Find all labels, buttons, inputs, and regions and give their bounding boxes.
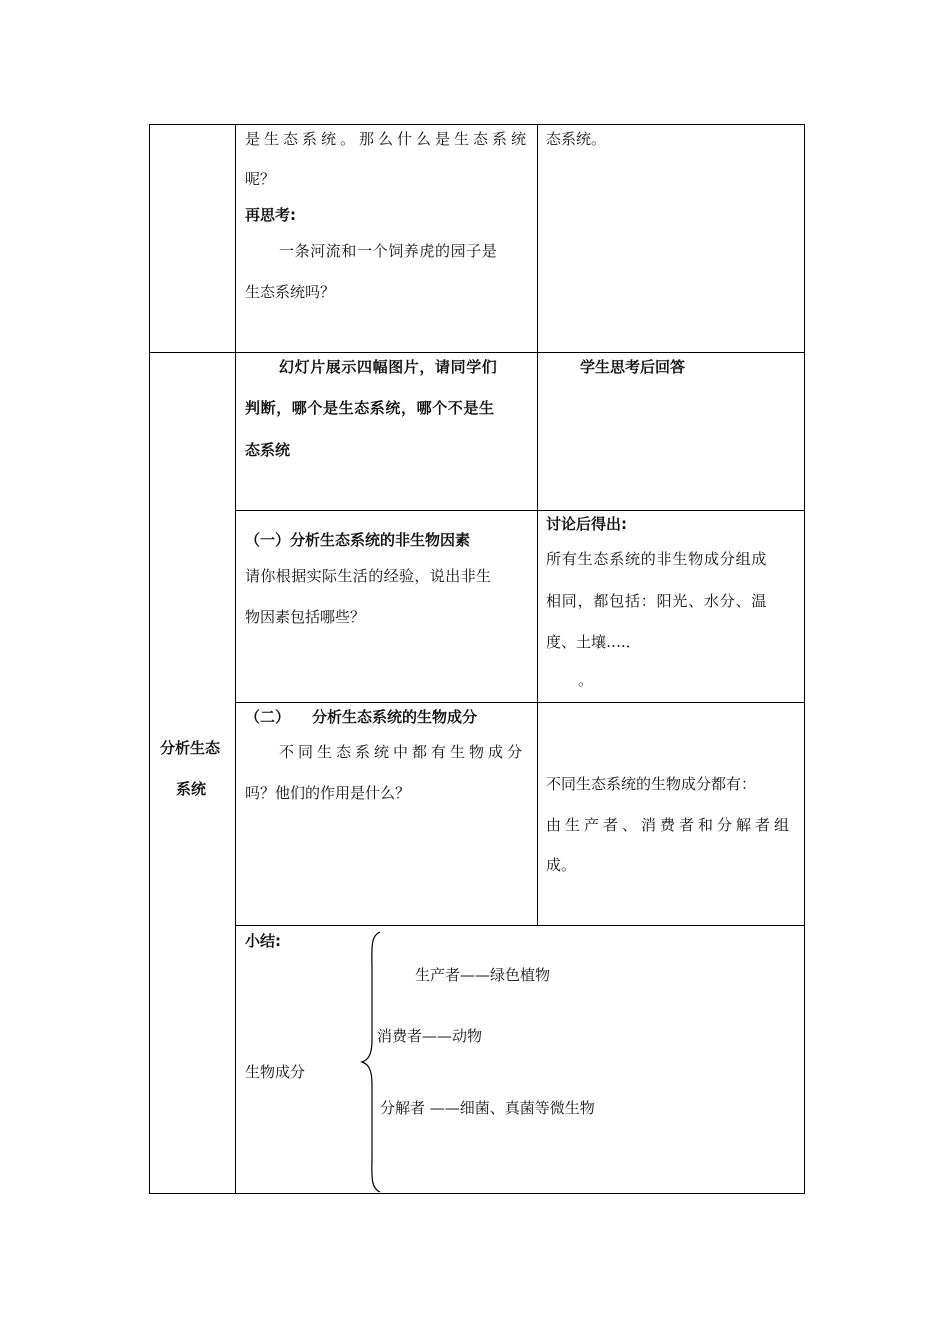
row1-left-line1: 是生态系统。那么什么是生态系统 [245,130,531,148]
table-left-border [149,124,150,1194]
row1-left-line3: 一条河流和一个饲养虎的园子是 [279,242,498,260]
row4-left-line1: 不同生态系统中都有生物成分 [279,743,527,761]
row1-rethink-label: 再思考: [245,206,296,224]
row4-left-line2: 吗？他们的作用是什么？ [245,784,411,802]
row1-left-line4: 生态系统吗？ [245,283,336,301]
row3-left-heading: （一）分析生态系统的非生物因素 [245,531,471,549]
table-right-border [804,124,805,1194]
row3-right-line1: 所有生态系统的非生物成分组成 [546,550,768,568]
row-divider-4 [235,925,805,926]
row4-left-heading-prefix: （二） [245,708,291,726]
row-divider-2 [235,510,805,511]
summary-label: 小结: [245,932,281,950]
column-divider-1 [235,124,236,1194]
row3-right-heading: 讨论后得出: [546,515,627,533]
row4-right-line2: 由生产者、消费者和分解者组 [546,816,794,834]
row4-right-line3: 成。 [546,856,577,874]
row3-right-line2: 相同，都包括：阳光、水分、温 [546,592,768,610]
row3-left-line1: 请你根据实际生活的经验，说出非生 [245,567,492,585]
summary-item-consumer: 消费者——动物 [377,1027,483,1045]
table-bottom-border [149,1193,805,1194]
row2-left-line2: 判断，哪个是生态系统，哪个不是生 [245,399,495,417]
row3-right-line4: 。 [578,671,594,689]
section-label-line1: 分析生态 [160,739,221,757]
row2-left-line3: 态系统 [245,441,291,459]
row-divider-1 [149,352,805,353]
column-divider-2-upper [537,124,538,926]
section-label-line2: 系统 [176,780,207,798]
summary-item-decomposer: 分解者 ——细菌、真菌等微生物 [380,1099,595,1117]
row4-left-heading-text: 分析生态系统的生物成分 [312,708,478,726]
table-top-border [149,124,805,125]
row2-right-line1: 学生思考后回答 [580,358,686,376]
row1-left-line2: 呢？ [245,170,276,188]
row3-right-line3: 度、土壤….． [546,633,641,651]
summary-root: 生物成分 [245,1063,306,1081]
left-curly-brace [360,930,384,1194]
row-divider-3 [235,702,805,703]
row1-right-line1: 态系统。 [546,130,607,148]
row3-left-line2: 物因素包括哪些？ [245,608,366,626]
row2-left-line1: 幻灯片展示四幅图片，请同学们 [279,358,498,376]
summary-item-producer: 生产者——绿色植物 [415,966,551,984]
row4-right-line1: 不同生态系统的生物成分都有： [546,775,757,793]
